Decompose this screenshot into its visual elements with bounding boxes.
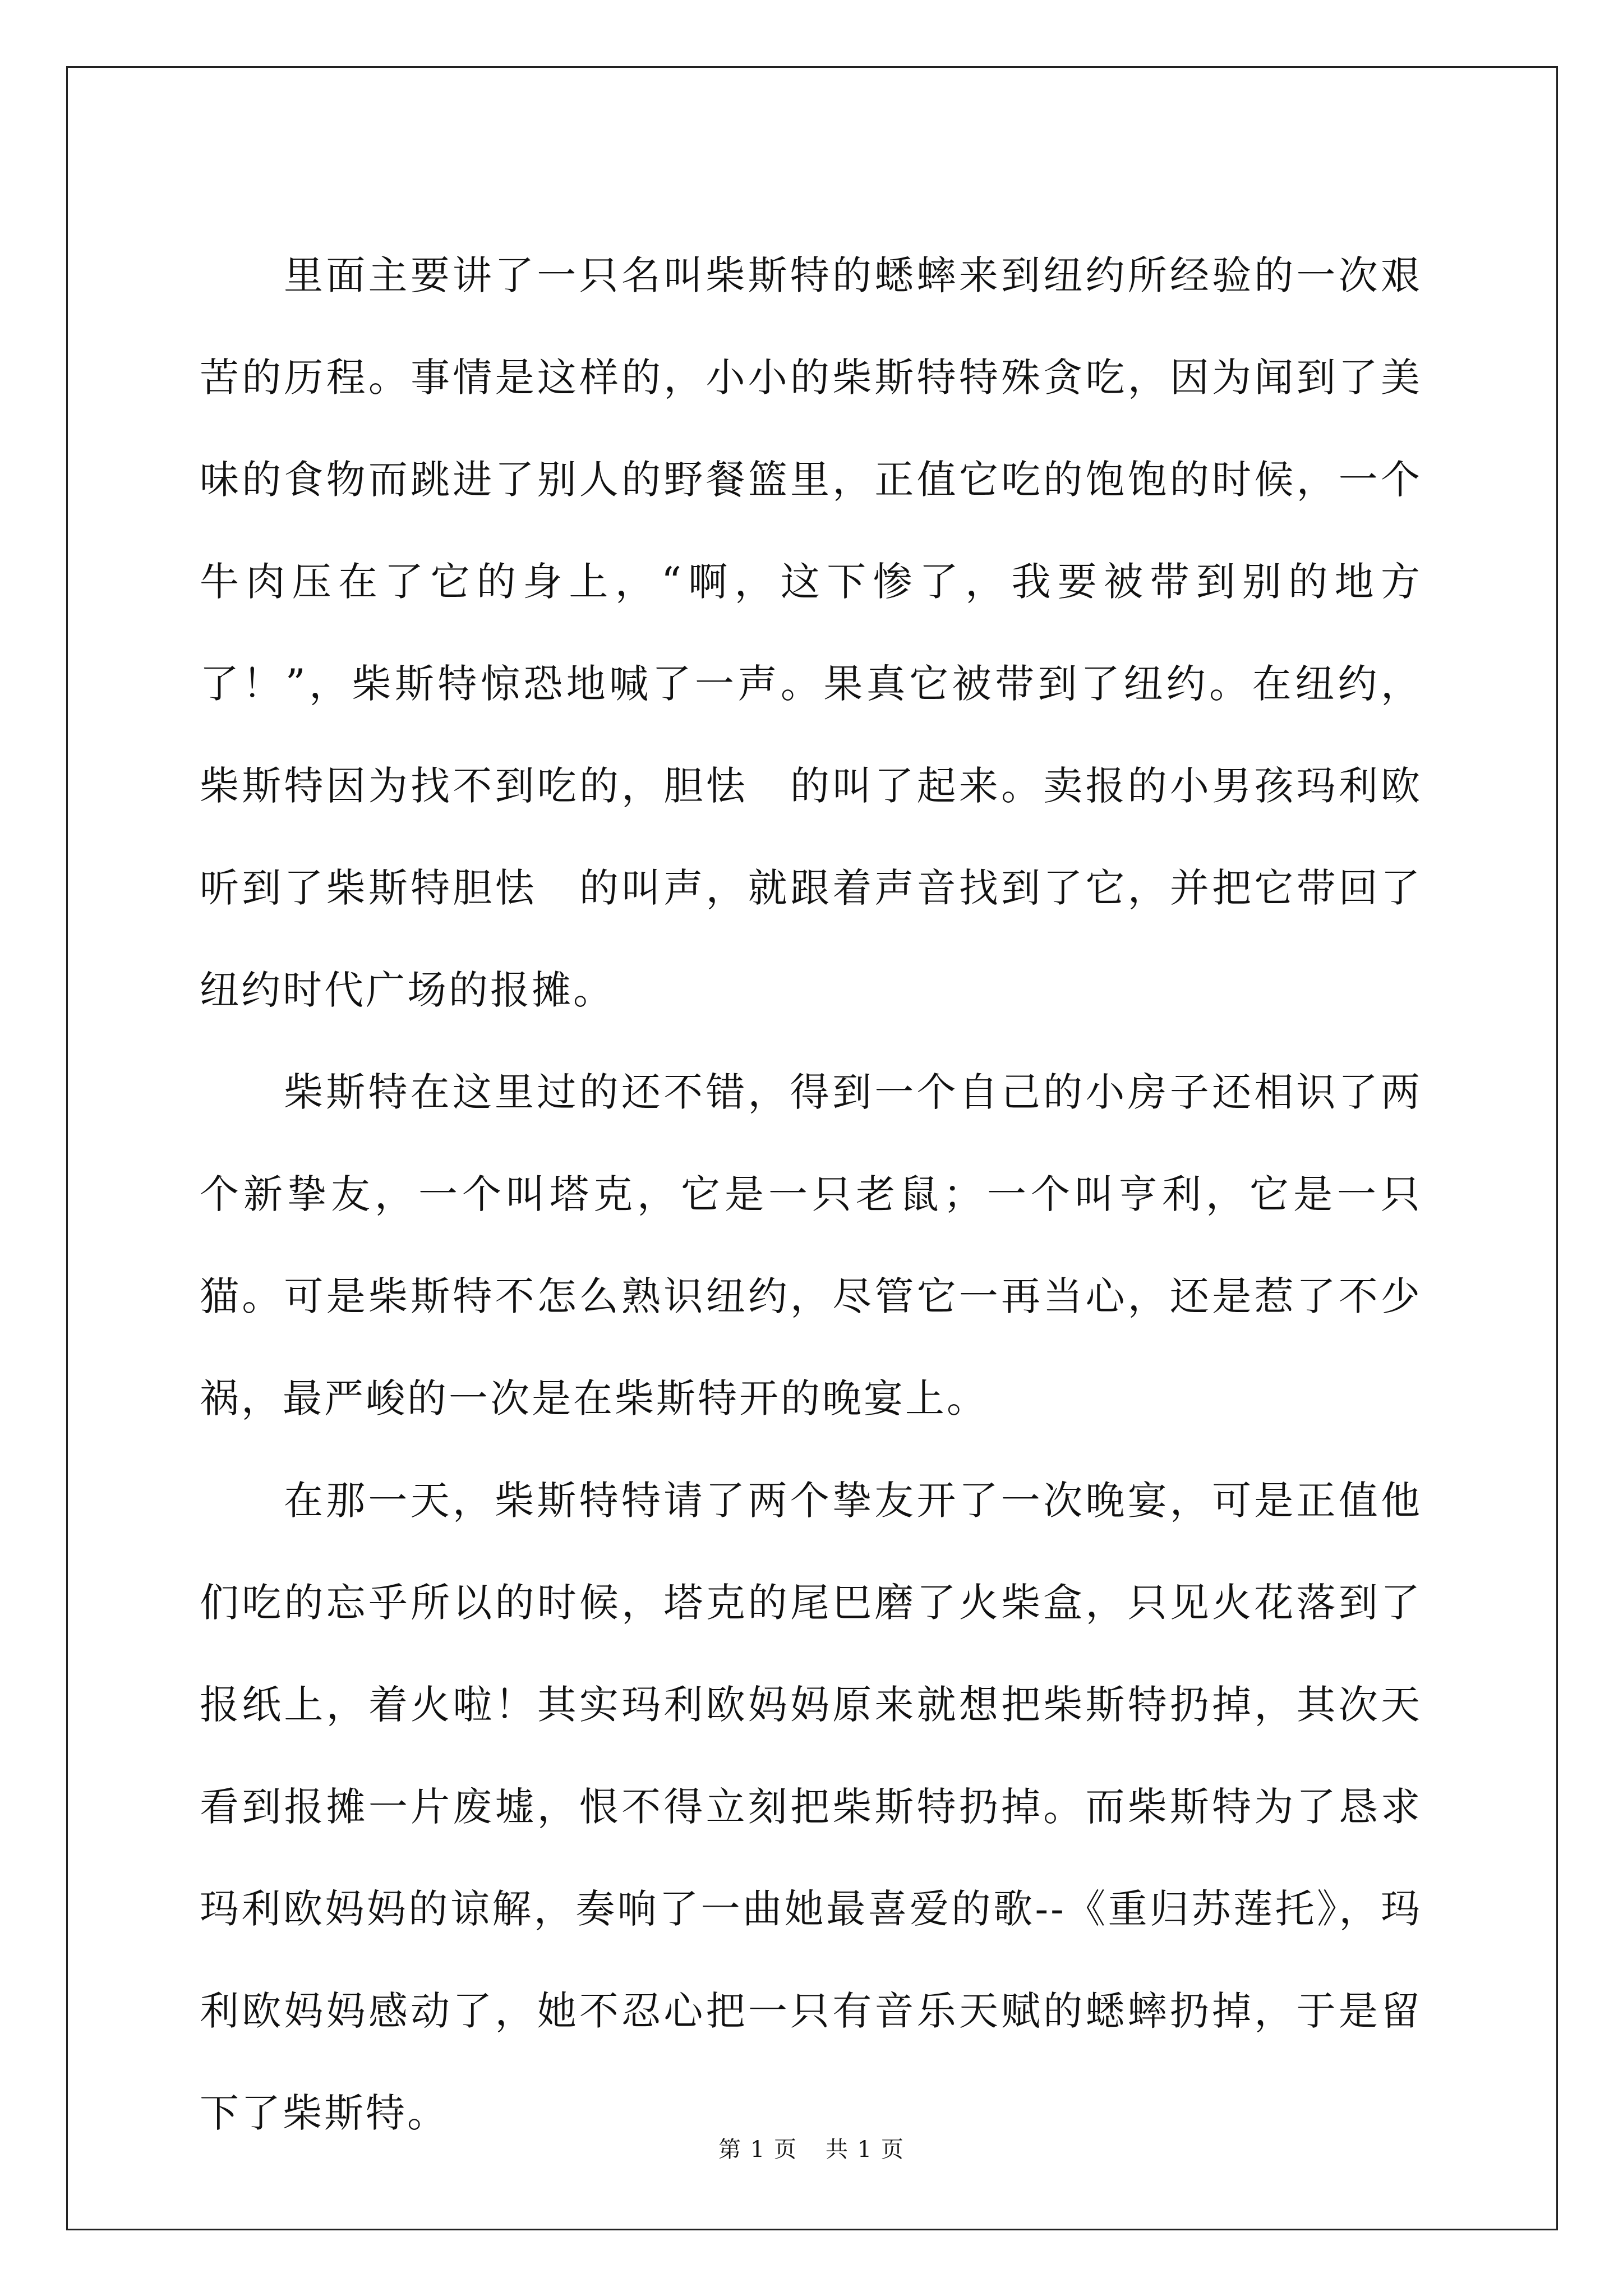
document-body: [200, 224, 1422, 2164]
page-footer: [0, 2132, 1623, 2164]
paragraph-3: 在那一天，柴斯特特请了两个挚友开了一次晚宴，可是正值他们吃的忘乎所以的时候，塔克的尾巴磨了火柴盒，只见火花落到了报纸上，着火啦！其实玛利欧妈妈原来就想把柴斯特扔掉，其次天看到报摊一片废墟，恨不得立刻把柴斯特扔掉。而柴斯特为了恳求玛利欧妈妈的谅解，奏响了一曲她最喜爱的歌--《重归苏莲托》，玛利欧妈妈感动了，她不忍心把一只有音乐天赋的蟋蟀扔掉，于是留下了柴斯特。: [200, 1478, 1422, 2136]
page-number-total: 共 1 页: [826, 2137, 905, 2162]
paragraph-2: 柴斯特在这里过的还不错，得到一个自己的小房子还相识了两个新挚友，一个叫塔克，它是一只老鼠；一个叫亨利，它是一只猫。可是柴斯特不怎么熟识纽约，尽管它一再当心，还是惹了不少祸，最严峻的一次是在柴斯特开的晚宴上。: [200, 1069, 1422, 1421]
page-number-current: 第 1 页: [718, 2137, 797, 2162]
paragraph-1: 里面主要讲了一只名叫柴斯特的蟋蟀来到纽约所经验的一次艰苦的历程。事情是这样的，小小的柴斯特特殊贪吃，因为闻到了美味的食物而跳进了别人的野餐篮里，正值它吃的饱饱的时候，一个牛肉压在了它的身上，“啊，这下惨了，我要被带到别的地方了！”，柴斯特惊恐地喊了一声。果真它被带到了纽约。在纽约，柴斯特因为找不到吃的，胆怯 的叫了起来。卖报的小男孩玛利欧听到了柴斯特胆怯 的叫声，就跟着声音找到了它，并把它带回了纽约时代广场的报摊。: [200, 252, 1422, 1013]
